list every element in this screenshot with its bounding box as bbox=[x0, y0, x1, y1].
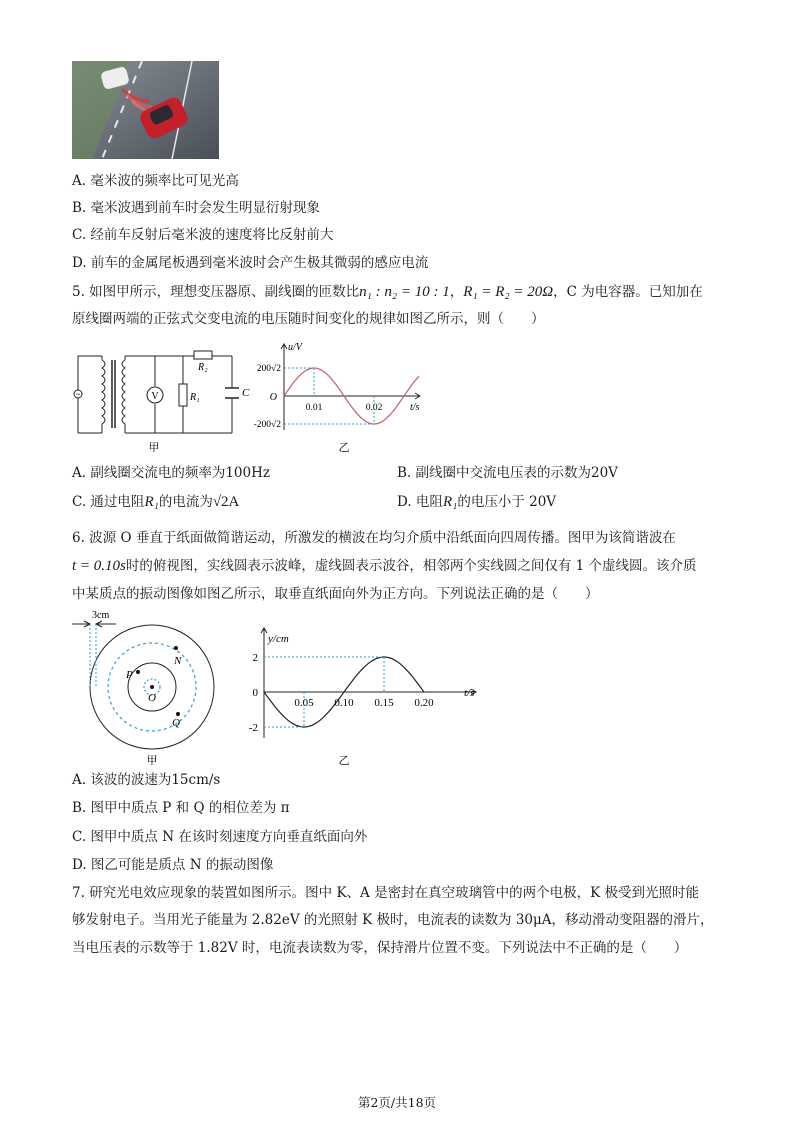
q6-o-label: O bbox=[148, 692, 156, 704]
q5-stem-b: ， bbox=[449, 284, 464, 300]
q7-stem-line2: 够发射电子。当用光子能量为 2.82eV 的光照射 K 极时，电流表的读数为 30μA，移动滑动变阻器的滑片， bbox=[72, 912, 714, 928]
q5-stem-c: ，C 为电容器。已知加在 bbox=[553, 284, 703, 300]
q6-p-label: P bbox=[126, 669, 133, 681]
q5-resist: R₁ = R₂ = 20Ω bbox=[463, 284, 554, 300]
q6-t3-label: 0.15 bbox=[374, 697, 394, 709]
q6-q-label: Q bbox=[172, 717, 180, 729]
q7-stem-line1: 7. 研究光电效应现象的装置如图所示。图中 K、A 是密封在真空玻璃管中的两个电极，K 极受到光照时能 bbox=[72, 885, 699, 901]
q6-fig-right-caption: 乙 bbox=[338, 755, 350, 767]
q5-meter-label: V bbox=[151, 391, 159, 402]
q6-wave-circles bbox=[70, 610, 220, 770]
q5-ymin-label: -200√2 bbox=[253, 420, 281, 430]
q5-r2-label: R₂ bbox=[198, 362, 208, 373]
q6-xaxis-label: t/s bbox=[464, 687, 475, 699]
q5-stem-line2: 原线圈两端的正弦式交变电流的电压随时间变化的规律如图乙所示，则（ ） bbox=[72, 311, 545, 327]
q5-option-c-text: C. 通过电阻 bbox=[72, 494, 145, 510]
q6-stem-line3: 中某质点的振动图像如图乙所示，取垂直纸面向外为正方向。下列说法正确的是（ ） bbox=[72, 586, 599, 602]
q6-origin-label: 0 bbox=[252, 687, 258, 699]
q5-option-d bbox=[397, 492, 556, 512]
q6-fig-left-caption: 甲 bbox=[146, 755, 158, 767]
q7-stem-line3: 当电压表的示数等于 1.82V 时，电流表读数为零，保持滑片位置不变。下列说法中不正确的是（ ） bbox=[72, 940, 688, 956]
q5-option-c-r1: R₁ bbox=[144, 494, 159, 510]
q6-option-c: C. 图甲中质点 N 在该时刻速度方向垂直纸面向外 bbox=[72, 829, 368, 845]
page-number: 第2页/共18页 bbox=[357, 1095, 437, 1110]
q5-ymax-label: 200√2 bbox=[256, 364, 281, 374]
q6-dist-label: 3cm bbox=[92, 610, 110, 621]
q5-fig-right-caption: 乙 bbox=[338, 442, 350, 454]
q5-option-b: B. 副线圈中交流电压表的示数为20V bbox=[397, 465, 618, 481]
q5-option-d-r1: R₁ bbox=[442, 494, 458, 510]
q6-time: t = 0.10s bbox=[72, 558, 126, 574]
q5-origin-label: O bbox=[269, 392, 277, 403]
q6-stem-line2-text: 时的俯视图，实线圆表示波峰，虚线圆表示波谷，相邻两个实线圆之间仅有 1 个虚线圆。该介质 bbox=[125, 558, 697, 574]
q4-option-d: D. 前车的金属尾板遇到毫米波时会产生极其微弱的感应电流 bbox=[72, 255, 429, 271]
car-radar-photo bbox=[72, 61, 219, 159]
q6-ymin-label: -2 bbox=[248, 722, 258, 734]
q6-n-label: N bbox=[174, 655, 182, 667]
q6-t4-label: 0.20 bbox=[414, 697, 434, 709]
q5-option-c bbox=[72, 492, 239, 512]
q5-ratio: n₁ : n₂ = 10 : 1 bbox=[359, 284, 450, 300]
q6-yaxis-label: y/cm bbox=[268, 633, 289, 645]
q5-option-d-text2: 的电压小于 20V bbox=[457, 494, 557, 510]
q5-voltage-graph bbox=[240, 338, 430, 458]
svg-text:~: ~ bbox=[75, 390, 81, 399]
q5-option-c-value: √2A bbox=[212, 494, 240, 510]
q4-option-c: C. 经前车反射后毫米波的速度将比反射前大 bbox=[72, 227, 334, 243]
q6-stem-line2 bbox=[72, 556, 697, 576]
q4-option-a: A. 毫米波的频率比可见光高 bbox=[72, 173, 239, 189]
q6-t1-label: 0.05 bbox=[294, 697, 314, 709]
q5-stem-a: 5. 如图甲所示，理想变压器原、副线圈的匝数比 bbox=[72, 284, 360, 300]
q6-ymax-label: 2 bbox=[252, 652, 258, 664]
q5-r1-label: R₁ bbox=[190, 392, 200, 403]
q6-vibration-graph bbox=[240, 620, 490, 770]
q5-circuit-figure bbox=[70, 338, 250, 458]
q5-xaxis-label: t/s bbox=[410, 402, 420, 413]
q5-t1-label: 0.01 bbox=[305, 403, 323, 413]
q6-option-a: A. 该波的波速为15cm/s bbox=[72, 772, 221, 788]
q5-yaxis-label: u/V bbox=[288, 342, 302, 353]
q6-t2-label: 0.10 bbox=[334, 697, 354, 709]
q5-option-c-text2: 的电流为 bbox=[158, 494, 213, 510]
q5-c-label: C bbox=[242, 387, 250, 399]
q6-stem-line1: 6. 波源 O 垂直于纸面做简谐运动，所激发的横波在均匀介质中沿纸面向四周传播。图甲为该简谐波在 bbox=[72, 530, 676, 546]
q4-option-b: B. 毫米波遇到前车时会发生明显衍射现象 bbox=[72, 200, 321, 216]
q5-t2-label: 0.02 bbox=[365, 403, 383, 413]
q5-option-a: A. 副线圈交流电的频率为100Hz bbox=[72, 465, 270, 481]
q5-option-d-text: D. 电阻 bbox=[397, 494, 443, 510]
q6-option-d: D. 图乙可能是质点 N 的振动图像 bbox=[72, 857, 274, 873]
q5-stem-line1 bbox=[72, 282, 703, 302]
q5-fig-left-caption: 甲 bbox=[148, 442, 160, 454]
q6-option-b: B. 图甲中质点 P 和 Q 的相位差为 π bbox=[72, 800, 290, 816]
